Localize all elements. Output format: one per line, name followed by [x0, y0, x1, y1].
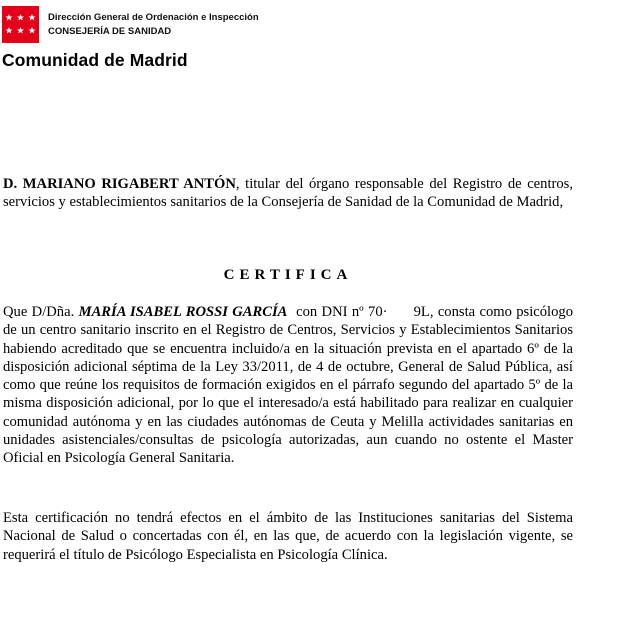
certifica-heading: CERTIFICA [223, 267, 353, 283]
certification-lead: Que D/Dña. [3, 304, 79, 320]
directorate-name: Dirección General de Ordenación e Inspección [48, 12, 259, 23]
certification-text: con DNI nº 70· 9L, consta como psicólogo de un centro sanitario inscrito en el Registro de Centros, Servicios y Establecimientos Sanitarios habiendo acreditado que se encuentra incluido/a en la situación prevista en el apartado 6º de la disposición adicional séptima de la Ley 33/2011, de 4 de octubre, General de Salud Pública, así como que reúne los requisitos de formación exigidos en el párrafo segundo del apartado 5º de la misma disposición adicional, por lo que el interesado/a está habilitado para realizar en cualquier comunidad autónoma y en las ciudades autónomas de Ceuta y Melilla actividades sanitarias en unidades asistenciales/consultas de psicología autorizadas, aun cuando no ostente el Master Oficial en Psicología General Sanitaria. [3, 304, 577, 467]
madrid-flag-stars-icon [2, 6, 39, 43]
letterhead [2, 6, 259, 70]
department-name: CONSEJERÍA DE SANIDAD [48, 26, 172, 37]
certification-paragraph [3, 303, 577, 468]
issuer-name: D. MARIANO RIGABERT ANTÓN [3, 176, 236, 192]
certified-person-name: MARÍA ISABEL ROSSI GARCÍA [78, 304, 288, 320]
region-name: Comunidad de Madrid [2, 50, 188, 70]
issuer-text: , titular del órgano responsable del Registro de centros, servicios y establecimientos sanitarios de la Consejería de Sanidad de la Comunidad de Madrid, [3, 176, 573, 211]
scope-paragraph: Esta certificación no tendrá efectos en el ámbito de las Instituciones sanitarias del Sistema Nacional de Salud o concertadas con él, en las que, de acuerdo con la legislación vigente, se requerirá el título de Psicólogo Especialista en Psicología Clínica. [3, 510, 573, 563]
issuer-paragraph [3, 175, 573, 212]
